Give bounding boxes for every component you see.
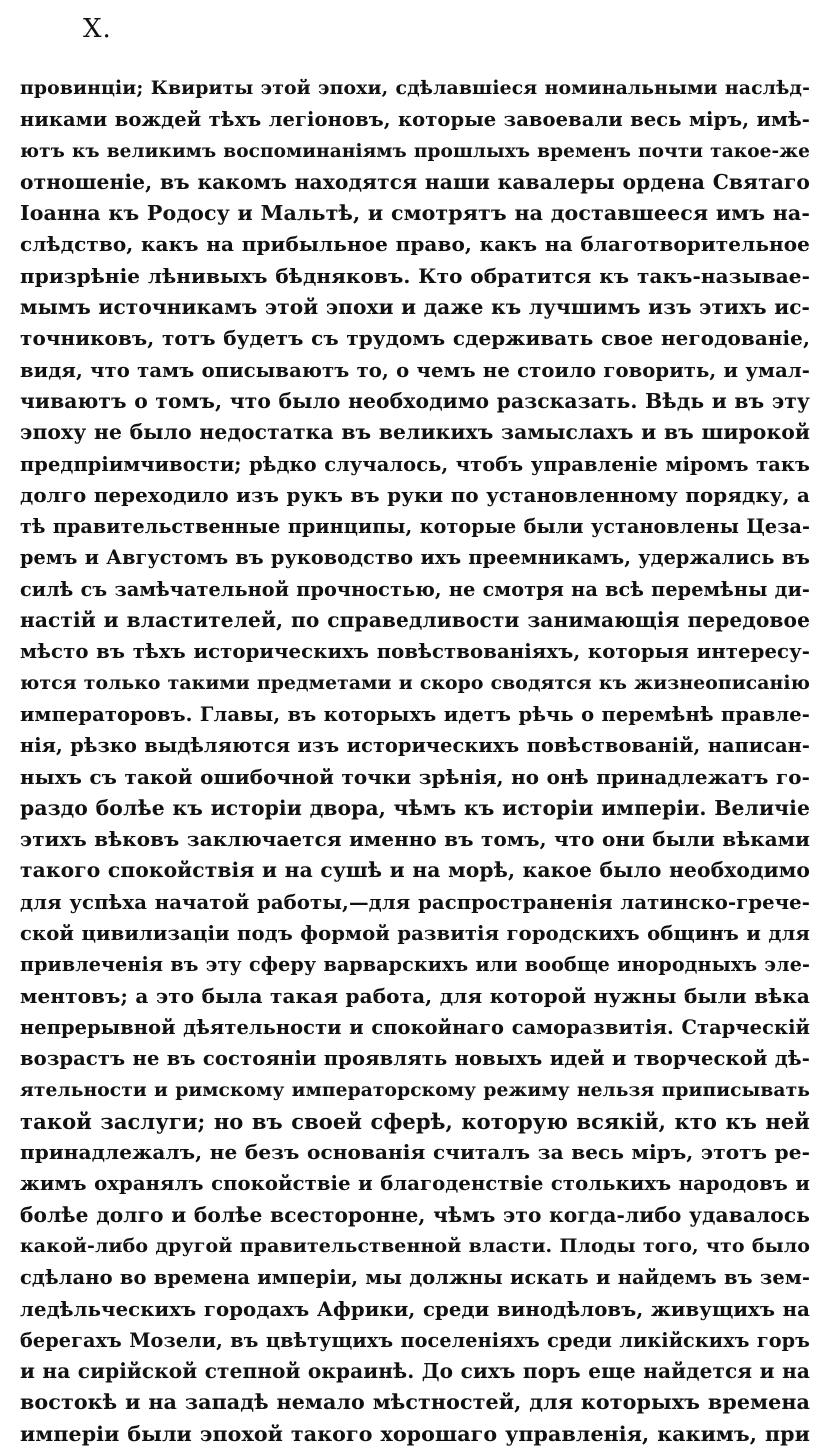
text-line: никами вождей тѣхъ легіоновъ, которые завоевали весь міръ, имѣ- (20, 108, 810, 132)
text-line: провинціи; Квириты этой эпохи, сдѣлавшіеся номинальными наслѣд- (20, 77, 810, 99)
text-line: ской цивилизаціи подъ формой развитія городскихъ общинъ и для (20, 922, 810, 946)
text-line: раздо болѣе къ исторіи двора, чѣмъ къ исторіи имперіи. Величіе (20, 795, 810, 820)
text-line: имперіи были эпохой такого хорошаго управленія, какимъ, при (20, 1421, 810, 1446)
text-line: ятельности и римскому императорскому режиму нельзя приписывать (20, 1078, 810, 1101)
text-line: видя, что тамъ описываютъ то, о чемъ не стоило говорить, и умал- (20, 358, 810, 382)
text-line: ныхъ съ такой ошибочной точки зрѣнія, но онѣ принадлежатъ го- (20, 764, 810, 789)
text-line: болѣе долго и болѣе всесторонне, чѣмъ это когда-либо удавалось (20, 1202, 810, 1227)
text-line: долго переходило изъ рукъ въ руки по установленному порядку, а (20, 482, 810, 507)
text-line: мѣсто въ тѣхъ историческихъ повѣствованіяхъ, которыя интересу- (20, 640, 810, 664)
text-line: ютъ къ великимъ воспоминаніямъ прошлыхъ временъ почти такое-же (20, 140, 810, 162)
text-line: такого спокойствія и на сушѣ и на морѣ, какое было необходимо (20, 858, 810, 883)
text-line: этихъ вѣковъ заключается именно въ томъ, что они были вѣками (20, 827, 810, 852)
text-line: ются только такими предметами и скоро сводятся къ жизнеописанію (20, 671, 810, 694)
text-line: Іоанна къ Родосу и Мальтѣ, и смотрятъ на доставшееся имъ на- (20, 201, 810, 226)
text-line: эпоху не было недостатка въ великихъ замыслахъ и въ широкой (20, 420, 810, 445)
text-line: нія, рѣзко выдѣляются изъ историческихъ повѣствованій, написан- (20, 734, 810, 758)
text-line: сдѣлано во времена имперіи, мы должны искать и найдемъ въ зем- (20, 1266, 810, 1290)
text-line: чиваютъ о томъ, что было необходимо разсказать. Вѣдь и въ эту (20, 388, 810, 413)
text-line: мымъ источникамъ этой эпохи и даже къ лучшимъ изъ этихъ ис- (20, 295, 810, 320)
text-line: востокѣ и на западѣ немало мѣстностей, для которыхъ времена (20, 1390, 810, 1415)
chapter-number: X. (83, 14, 112, 44)
text-line: ледѣльческихъ городахъ Африки, среди винодѣловъ, живущихъ на (20, 1297, 810, 1321)
text-line: и на сирійской степной окраинѣ. До сихъ поръ еще найдется и на (20, 1359, 810, 1384)
text-line: такой заслуги; но въ своей сферѣ, которую всякій, кто къ ней (20, 1108, 810, 1134)
text-line: берегахъ Мозели, въ цвѣтущихъ поселеніяхъ среди ликійскихъ горъ (20, 1328, 810, 1352)
text-line: призрѣніе лѣнивыхъ бѣдняковъ. Кто обратится къ такъ-называе- (20, 263, 810, 288)
body-text (20, 73, 810, 1450)
text-line: отношеніе, въ какомъ находятся наши кавалеры ордена Святаго (20, 169, 810, 194)
text-line: жимъ охранялъ спокойствіе и благоденствіе столькихъ народовъ и (20, 1172, 810, 1196)
text-line: ремъ и Августомъ въ руководство ихъ преемникамъ, удержались въ (20, 546, 810, 570)
text-line: силѣ съ замѣчательной прочностью, не смотря на всѣ перемѣны ди- (20, 577, 810, 601)
text-line: принадлежалъ, не безъ основанія считалъ за весь міръ, этотъ ре- (20, 1140, 810, 1165)
text-line: слѣдство, какъ на прибыльное право, какъ на благотворительное (20, 232, 810, 257)
text-line: непрерывной дѣятельности и спокойнаго саморазвитія. Старческій (20, 1015, 810, 1039)
text-line: ментовъ; а это была такая работа, для которой нужны были вѣка (20, 983, 810, 1008)
text-line: императоровъ. Главы, въ которыхъ идетъ рѣчь о перемѣнѣ правле- (20, 702, 810, 726)
text-line: какой-либо другой правительственной власти. Плоды того, что было (20, 1234, 810, 1257)
text-line: предпріимчивости; рѣдко случалось, чтобъ управленіе міромъ такъ (20, 452, 810, 476)
text-line: для успѣха начатой работы,—для распространенія латинско-грече- (20, 890, 810, 914)
text-line: привлеченія въ эту сферу варварскихъ или вообще инородныхъ эле- (20, 953, 810, 977)
text-line: настій и властителей, по справедливости занимающія передовое (20, 608, 810, 633)
text-line: возрастъ не въ состояніи проявлять новыхъ идей и творческой дѣ- (20, 1047, 810, 1071)
text-line: точниковъ, тотъ будетъ съ трудомъ сдерживать свое негодованіе, (20, 326, 810, 351)
text-line: тѣ правительственные принципы, которые были установлены Цеза- (20, 515, 810, 539)
